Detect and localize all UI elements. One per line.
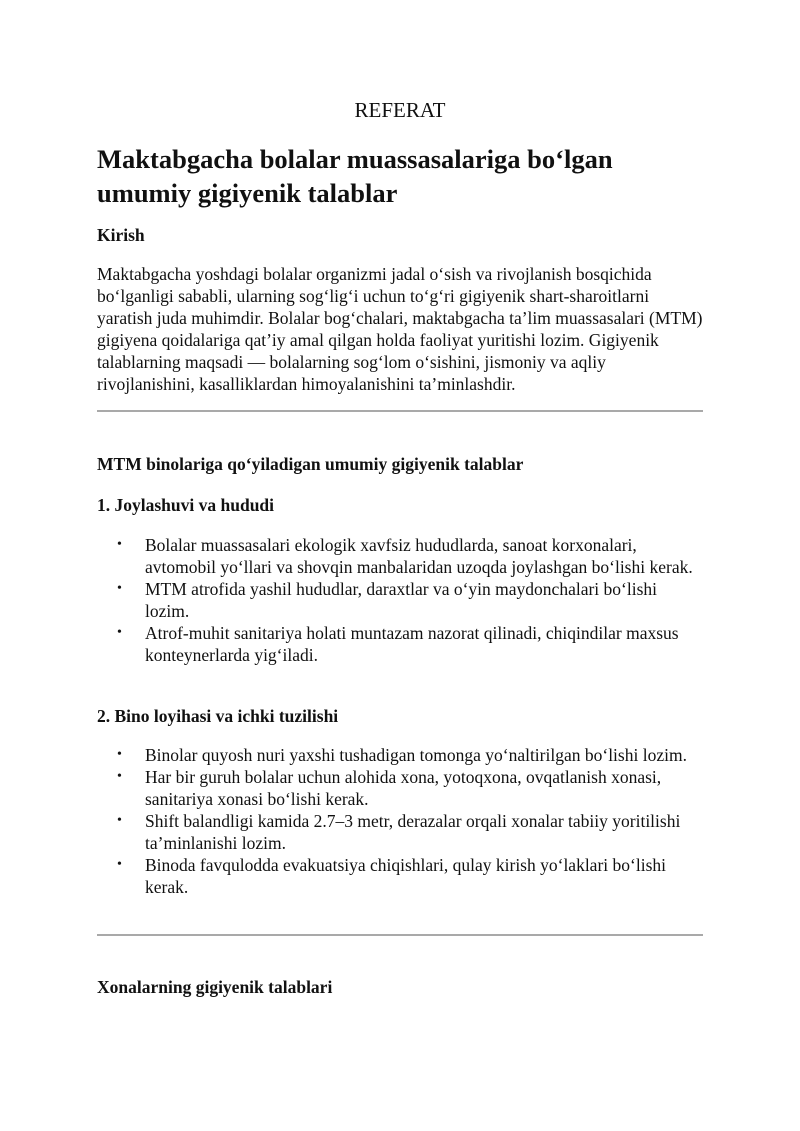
list-item — [97, 854, 703, 898]
list-item-text: MTM atrofida yashil hududlar, daraxtlar va o‘yin maydonchalari bo‘lishi lozim. — [145, 579, 658, 621]
bullet-icon: • — [117, 625, 122, 640]
intro-heading: Kirish — [97, 225, 145, 245]
bullet-icon: • — [117, 537, 122, 552]
list-item — [97, 578, 703, 622]
list-item-text: Binoda favqulodda evakuatsiya chiqishlari, qulay kirish yo‘laklari bo‘lishi kerak. — [145, 855, 666, 897]
list-item — [97, 744, 703, 766]
location-subheading: 1. Joylashuvi va hududi — [97, 495, 275, 515]
section-divider — [97, 410, 703, 412]
list-item — [97, 534, 703, 578]
building-design-list — [97, 744, 703, 898]
bullet-icon: • — [117, 581, 122, 596]
list-item-text: Bolalar muassasalari ekologik xavfsiz hududlarda, sanoat korxonalari, avtomobil yo‘llari va shovqin manbalaridan uzoqda joylashgan bo‘lishi kerak. — [145, 535, 693, 577]
location-list — [97, 534, 703, 666]
buildings-section-heading: MTM binolariga qo‘yiladigan umumiy gigiyenik talablar — [97, 454, 524, 474]
section-divider — [97, 934, 703, 936]
list-item — [97, 622, 703, 666]
bullet-icon: • — [117, 769, 122, 784]
list-item-text: Atrof-muhit sanitariya holati muntazam nazorat qilinadi, chiqindilar maxsus konteynerlarda yig‘iladi. — [145, 623, 679, 665]
building-design-subheading: 2. Bino loyihasi va ichki tuzilishi — [97, 706, 339, 726]
bullet-icon: • — [117, 857, 122, 872]
bullet-icon: • — [117, 813, 122, 828]
list-item-text: Shift balandligi kamida 2.7–3 metr, derazalar orqali xonalar tabiiy yoritilishi ta’minlanishi lozim. — [145, 811, 681, 853]
document-label: REFERAT — [354, 98, 446, 122]
intro-paragraph: Maktabgacha yoshdagi bolalar organizmi jadal o‘sish va rivojlanish bosqichida bo‘lganligi sababli, ularning sog‘lig‘i uchun to‘g‘ri gigiyenik shart-sharoitlarni yaratish juda muhimdir. Bolalar bog‘chalari, maktabgacha ta’lim muassasalari (MTM) gigiyena qoidalariga qat’iy amal qilgan holda faoliyat yuritishi lozim. Gigiyenik talablarning maqsadi — bolalarning sog‘lom o‘sishini, jismoniy va aqliy rivojlanishini, kasalliklardan himoyalanishini ta’minlashdir. — [97, 264, 703, 394]
bullet-icon: • — [117, 747, 122, 762]
list-item-text: Har bir guruh bolalar uchun alohida xona, yotoqxona, ovqatlanish xonasi, sanitariya xonasi bo‘lishi kerak. — [145, 767, 662, 809]
rooms-section-heading: Xonalarning gigiyenik talablari — [97, 977, 333, 997]
document-title: Maktabgacha bolalar muassasalariga bo‘lgan umumiy gigiyenik talablar — [97, 144, 613, 208]
list-item — [97, 810, 703, 854]
list-item — [97, 766, 703, 810]
list-item-text: Binolar quyosh nuri yaxshi tushadigan tomonga yo‘naltirilgan bo‘lishi lozim. — [145, 745, 687, 765]
